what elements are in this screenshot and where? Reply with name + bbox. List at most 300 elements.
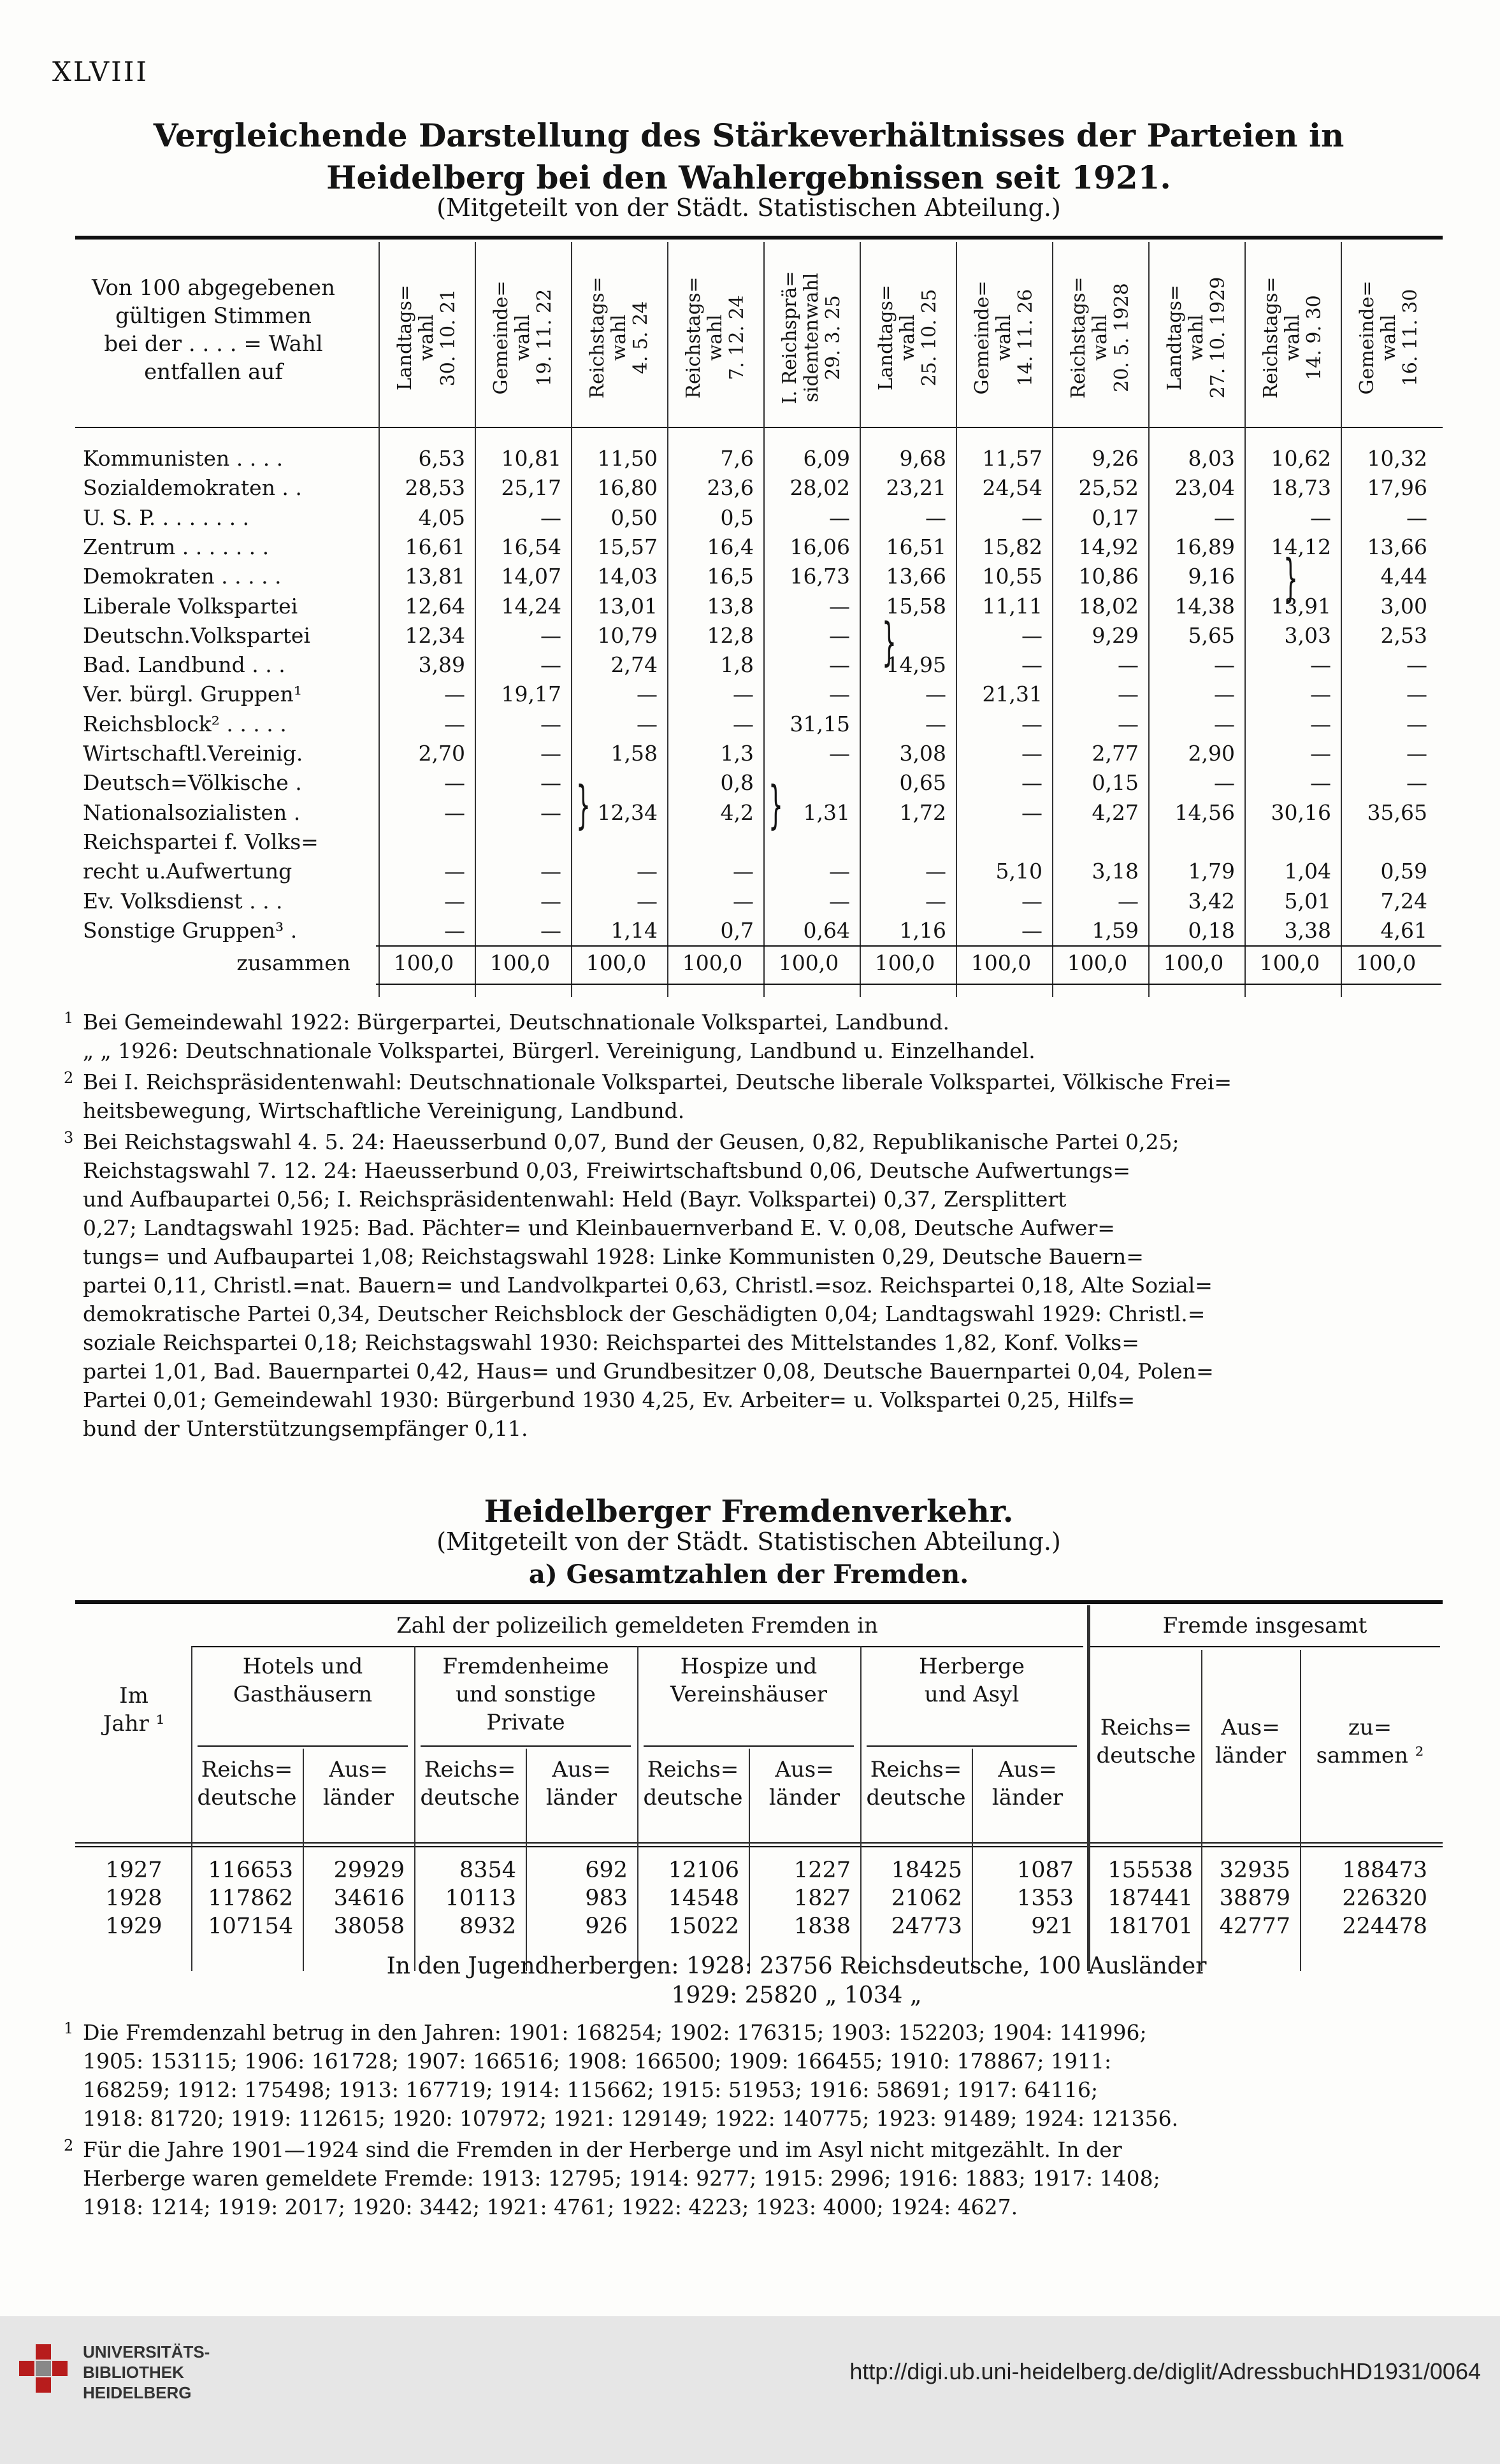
total-cell: 100,0 xyxy=(778,950,839,975)
footnote-line: 1905: 153115; 1906: 161728; 1907: 166516; 1908: 166500; 1909: 166455; 1910: 178867; 1911: xyxy=(83,2049,1112,2074)
footnote-line: und Aufbaupartei 0,56; I. Reichspräsidentenwahl: Held (Bayr. Volkspartei) 0,37, Zersplittert xyxy=(83,1187,1067,1212)
table-cell: — xyxy=(637,859,658,884)
table-cell: 16,54 xyxy=(501,534,561,559)
subheader-line: deutsche xyxy=(1096,1743,1196,1768)
group-label-line: Gasthäusern xyxy=(233,1682,373,1707)
table-cell: 28,02 xyxy=(790,475,850,500)
table-cell: 1838 xyxy=(793,1914,851,1939)
table-cell: 1,58 xyxy=(610,741,658,766)
column-divider xyxy=(1052,242,1053,997)
table-cell: 13,8 xyxy=(707,594,754,619)
table-cell: 11,50 xyxy=(597,446,658,471)
column-header-label: I. Reichsprä= sidentenwahl 29. 3. 25 xyxy=(779,271,844,405)
table-cell: 10,81 xyxy=(501,446,561,471)
table-cell: 4,05 xyxy=(418,505,465,530)
table-cell: 4,61 xyxy=(1380,918,1427,943)
group-label xyxy=(414,1652,637,1737)
table-cell: 0,18 xyxy=(1188,918,1235,943)
table-cell: — xyxy=(925,859,946,884)
column-header-label: Landtags= wahl 27. 10. 1929 xyxy=(1164,276,1229,399)
table-cell: 0,65 xyxy=(899,770,946,795)
table-cell: 9,68 xyxy=(899,446,946,471)
table-cell: 224478 xyxy=(1342,1914,1427,1939)
table-cell: 1353 xyxy=(1016,1886,1074,1911)
table-cell: — xyxy=(733,859,754,884)
column-header xyxy=(1056,248,1145,427)
table-cell: 926 xyxy=(585,1914,628,1939)
column-divider xyxy=(1341,242,1342,997)
table-cell: — xyxy=(1021,505,1042,530)
table-cell: 11,57 xyxy=(982,446,1042,471)
party-label: Liberale Volkspartei xyxy=(83,594,298,619)
table-cell: — xyxy=(829,594,850,619)
table-cell: 10,55 xyxy=(982,564,1042,589)
table-cell: — xyxy=(444,918,465,943)
table-cell: 38058 xyxy=(333,1914,405,1939)
table-cell: 14,92 xyxy=(1078,534,1139,559)
table-cell: 2,53 xyxy=(1380,623,1427,648)
table-cell: 28,53 xyxy=(405,475,465,500)
year-cell: 1928 xyxy=(105,1886,162,1911)
table-cell: — xyxy=(1021,770,1042,795)
table-cell: — xyxy=(733,712,754,736)
brace-mark: } xyxy=(768,775,783,834)
table-cell: 1,04 xyxy=(1284,859,1331,884)
party-label: Sonstige Gruppen³ . xyxy=(83,918,298,943)
table-cell: 16,80 xyxy=(597,475,658,500)
table-cell: 1,31 xyxy=(803,800,850,825)
subheader-line: Aus= xyxy=(998,1757,1057,1782)
total-rule xyxy=(376,945,1441,947)
table-cell: 107154 xyxy=(208,1914,293,1939)
table-cell: 18,02 xyxy=(1078,594,1139,619)
table-cell: 10,32 xyxy=(1367,446,1427,471)
column-header-label: Gemeinde= wahl 16. 11. 30 xyxy=(1356,280,1422,395)
table-cell: — xyxy=(1310,770,1331,795)
table-cell: — xyxy=(1021,889,1042,913)
table-cell: — xyxy=(540,800,561,825)
subheader-line: deutsche xyxy=(866,1785,966,1810)
party-label: Nationalsozialisten . xyxy=(83,800,301,825)
table-cell: 23,04 xyxy=(1174,475,1235,500)
table-cell: 14,38 xyxy=(1174,594,1235,619)
group-label-line: Hospize und xyxy=(680,1654,818,1679)
table-cell: — xyxy=(540,859,561,884)
table-cell: 117862 xyxy=(208,1886,293,1911)
table-cell: 14,24 xyxy=(501,594,561,619)
table-cell: 24773 xyxy=(891,1914,962,1939)
column-divider xyxy=(379,242,380,997)
table-cell: 0,50 xyxy=(610,505,658,530)
column-header xyxy=(960,248,1049,427)
table-cell: 14,03 xyxy=(597,564,658,589)
table-cell: 14,07 xyxy=(501,564,561,589)
total-subheader xyxy=(1201,1714,1300,1770)
table-cell: 8,03 xyxy=(1188,446,1235,471)
table-cell: 0,8 xyxy=(720,770,754,795)
table-cell: — xyxy=(1214,652,1235,677)
row-header xyxy=(76,274,350,386)
footnote-mark: 2 xyxy=(64,1069,74,1087)
library-name-line: BIBLIOTHEK xyxy=(83,2363,184,2382)
subheader-line: deutsche xyxy=(197,1785,297,1810)
subheader-line: sammen ² xyxy=(1316,1743,1424,1768)
column-divider xyxy=(956,242,957,997)
table-cell: — xyxy=(829,682,850,706)
table-cell: 9,16 xyxy=(1188,564,1235,589)
total-subheader xyxy=(1091,1714,1201,1770)
footnote-line: 168259; 1912: 175498; 1913: 167719; 1914: 115662; 1915: 51953; 1916: 58691; 1917: 64116; xyxy=(83,2077,1099,2102)
party-label: Demokraten . . . . . xyxy=(83,564,282,589)
table-cell: — xyxy=(1310,505,1331,530)
subheader-line: Aus= xyxy=(552,1757,611,1782)
table-cell: — xyxy=(1406,652,1427,677)
column-divider xyxy=(475,242,476,997)
table-cell: 12,34 xyxy=(405,623,465,648)
table-cell: 6,09 xyxy=(803,446,850,471)
party-label: Zentrum . . . . . . . xyxy=(83,534,270,559)
footnote-line: Die Fremdenzahl betrug in den Jahren: 1901: 168254; 1902: 176315; 1903: 152203; 1904: 141996; xyxy=(83,2020,1147,2045)
footnote-line: soziale Reichspartei 0,18; Reichstagswahl 1930: Reichspartei des Mittelstandes 1,82, Konf. Volks= xyxy=(83,1330,1139,1355)
divider xyxy=(198,1745,408,1747)
table-cell: — xyxy=(1021,623,1042,648)
table-cell: 13,01 xyxy=(597,594,658,619)
party-label: Kommunisten . . . . xyxy=(83,446,284,471)
table-cell: — xyxy=(444,770,465,795)
column-header xyxy=(767,248,856,427)
footnote-line: demokratische Partei 0,34, Deutscher Reichsblock der Geschädigten 0,04; Landtagswahl 1929: Christl.= xyxy=(83,1301,1206,1326)
column-header xyxy=(479,248,568,427)
table-cell: — xyxy=(829,505,850,530)
source-url[interactable]: http://digi.ub.uni-heidelberg.de/diglit/AdressbuchHD1931/0064 xyxy=(849,2358,1481,2384)
table-cell: — xyxy=(540,889,561,913)
table-cell: 2,90 xyxy=(1188,741,1235,766)
table-cell: 187441 xyxy=(1107,1886,1193,1911)
subheader-reich xyxy=(414,1756,526,1812)
table-cell: — xyxy=(444,682,465,706)
table-cell: — xyxy=(637,682,658,706)
table-cell: 31,15 xyxy=(790,712,850,736)
column-header xyxy=(1248,248,1338,427)
table-cell: 4,2 xyxy=(720,800,754,825)
table-cell: 983 xyxy=(585,1886,628,1911)
table-cell: 155538 xyxy=(1107,1858,1193,1883)
table-cell: 16,73 xyxy=(790,564,850,589)
divider xyxy=(421,1745,631,1747)
table-cell: 0,15 xyxy=(1092,770,1139,795)
group-label-line: und Asyl xyxy=(924,1682,1020,1707)
table-cell: 32935 xyxy=(1219,1858,1290,1883)
table-cell: 11,11 xyxy=(982,594,1042,619)
footnote xyxy=(64,1068,1446,1125)
table-cell: 3,08 xyxy=(899,741,946,766)
section1-title-line1: Vergleichende Darstellung des Stärkeverhältnisses der Parteien in xyxy=(153,117,1345,154)
table-cell: — xyxy=(1406,741,1427,766)
table-cell: — xyxy=(540,770,561,795)
table-cell: 14,56 xyxy=(1174,800,1235,825)
table-cell: — xyxy=(1214,682,1235,706)
table-cell: 0,64 xyxy=(803,918,850,943)
table-cell: 16,06 xyxy=(790,534,850,559)
subheader-reich xyxy=(191,1756,303,1812)
column-header-label: Gemeinde= wahl 19. 11. 22 xyxy=(490,280,556,395)
footnote-line: „ „ 1926: Deutschnationale Volkspartei, Bürgerl. Vereinigung, Landbund u. Einzelhandel. xyxy=(83,1038,1035,1063)
table-cell: 12106 xyxy=(668,1858,739,1883)
table-cell: 116653 xyxy=(208,1858,293,1883)
table-cell: — xyxy=(1214,712,1235,736)
table-cell: — xyxy=(829,889,850,913)
total-cell: 100,0 xyxy=(1259,950,1320,975)
table-cell: 3,03 xyxy=(1284,623,1331,648)
column-header-label: Reichstags= wahl 4. 5. 24 xyxy=(586,276,652,399)
year-header-line: Im xyxy=(119,1683,148,1708)
table-header-rule xyxy=(75,427,1443,428)
page-number: XLVIII xyxy=(52,56,148,87)
table-cell: 10,86 xyxy=(1078,564,1139,589)
subheader-line: Aus= xyxy=(775,1757,834,1782)
table-cell: — xyxy=(1214,770,1235,795)
subheader-line: Reichs= xyxy=(424,1757,516,1782)
table-cell: 3,89 xyxy=(418,652,465,677)
table-cell: 1,59 xyxy=(1092,918,1139,943)
subheader-aus xyxy=(303,1756,414,1812)
table-cell: — xyxy=(540,741,561,766)
subheader-line: Reichs= xyxy=(870,1757,962,1782)
group-label xyxy=(191,1652,414,1708)
column-header xyxy=(671,248,760,427)
row-header-line: bei der . . . . = Wahl xyxy=(104,331,323,357)
total-cell: 100,0 xyxy=(393,950,454,975)
footnote-line: tungs= und Aufbaupartei 1,08; Reichstagswahl 1928: Linke Kommunisten 0,29, Deutsche Bauern= xyxy=(83,1244,1144,1269)
party-label: Reichspartei f. Volks= xyxy=(83,829,319,854)
section1-title-line2: Heidelberg bei den Wahlergebnissen seit 1921. xyxy=(326,159,1171,196)
table-cell: 42777 xyxy=(1219,1914,1290,1939)
table-cell: 10113 xyxy=(445,1886,516,1911)
total-cell: 100,0 xyxy=(489,950,551,975)
subheader-reich xyxy=(637,1756,749,1812)
subheader-line: zu= xyxy=(1348,1715,1392,1740)
table-cell: 13,81 xyxy=(405,564,465,589)
footer-bar xyxy=(0,2316,1500,2464)
row-header-line: Von 100 abgegebenen xyxy=(92,275,335,301)
footnote xyxy=(64,2135,1446,2221)
column-header-label: Reichstags= wahl 20. 5. 1928 xyxy=(1067,276,1133,399)
column-divider xyxy=(1148,242,1150,997)
table-cell: 10,79 xyxy=(597,623,658,648)
group-header: Zahl der polizeilich gemeldeten Fremden in xyxy=(396,1613,878,1638)
table-cell: — xyxy=(1406,682,1427,706)
table-cell: 15,57 xyxy=(597,534,658,559)
table-cell: 13,66 xyxy=(886,564,946,589)
library-name xyxy=(83,2342,210,2403)
footnote xyxy=(64,2018,1446,2133)
table-cell: 7,24 xyxy=(1380,889,1427,913)
footnote-line: partei 1,01, Bad. Bauernpartei 0,42, Haus= und Grundbesitzer 0,08, Deutsche Bauernpartei 0,04, Polen= xyxy=(83,1359,1214,1384)
table-cell: 16,5 xyxy=(707,564,754,589)
section1-subtitle: (Mitgeteilt von der Städt. Statistischen Abteilung.) xyxy=(436,194,1061,222)
table-cell: 1,72 xyxy=(899,800,946,825)
total-cell: 100,0 xyxy=(970,950,1032,975)
subheader-aus xyxy=(972,1756,1083,1812)
column-header-label: Gemeinde= wahl 14. 11. 26 xyxy=(971,280,1037,395)
footnote-mark: 1 xyxy=(64,2019,74,2037)
table-cell: 3,00 xyxy=(1380,594,1427,619)
table-cell: — xyxy=(925,889,946,913)
table-cell: 16,51 xyxy=(886,534,946,559)
table-cell: — xyxy=(1021,652,1042,677)
total-subheader xyxy=(1300,1714,1440,1770)
table-cell: 16,61 xyxy=(405,534,465,559)
subheader-line: deutsche xyxy=(643,1785,743,1810)
group-label-line: Private xyxy=(486,1710,565,1735)
library-name-line: HEIDELBERG xyxy=(83,2383,192,2402)
table-cell: 18,73 xyxy=(1271,475,1331,500)
table-cell: — xyxy=(829,859,850,884)
party-label: Wirtschaftl.Vereinig. xyxy=(83,741,303,766)
brace-mark: } xyxy=(1283,548,1298,608)
footnote xyxy=(64,1128,1446,1443)
table-cell: — xyxy=(925,682,946,706)
table-cell: 25,17 xyxy=(501,475,561,500)
row-header-line: gültigen Stimmen xyxy=(115,303,312,329)
column-divider xyxy=(763,242,765,997)
total-group-header: Fremde insgesamt xyxy=(1162,1613,1367,1638)
table-cell: — xyxy=(1310,741,1331,766)
table-cell: 692 xyxy=(585,1858,628,1883)
table-cell: 4,27 xyxy=(1092,800,1139,825)
table-cell: 14,95 xyxy=(886,652,946,677)
table-cell: 9,26 xyxy=(1092,446,1139,471)
table-cell: 226320 xyxy=(1342,1886,1427,1911)
table-cell: — xyxy=(1021,712,1042,736)
table-cell: 4,44 xyxy=(1380,564,1427,589)
footnote-mark: 3 xyxy=(64,1129,74,1147)
footnote-line: heitsbewegung, Wirtschaftliche Vereinigung, Landbund. xyxy=(83,1098,685,1123)
table-cell: 1,16 xyxy=(899,918,946,943)
table-cell: — xyxy=(1021,918,1042,943)
table-cell: 9,29 xyxy=(1092,623,1139,648)
table-top-rule xyxy=(75,236,1443,240)
subheader-line: Reichs= xyxy=(1100,1715,1192,1740)
subheader-line: länder xyxy=(545,1785,617,1810)
footnote-line: Reichstagswahl 7. 12. 24: Haeusserbund 0,03, Freiwirtschaftsbund 0,06, Deutsche Aufwertungs= xyxy=(83,1158,1131,1183)
table-header-rule xyxy=(75,1842,1443,1844)
table-cell: 1227 xyxy=(793,1858,851,1883)
total-cell: 100,0 xyxy=(874,950,935,975)
footnote-line: 1918: 1214; 1919: 2017; 1920: 3442; 1921: 4761; 1922: 4223; 1923: 4000; 1924: 4627. xyxy=(83,2195,1018,2219)
row-header-line: entfallen auf xyxy=(144,359,283,385)
column-header xyxy=(575,248,664,427)
table-cell: 2,70 xyxy=(418,741,465,766)
divider xyxy=(644,1745,854,1747)
footnote-line: Bei Reichstagswahl 4. 5. 24: Haeusserbund 0,07, Bund der Geusen, 0,82, Republikanische Partei 0,25; xyxy=(83,1129,1179,1154)
table-cell: 921 xyxy=(1031,1914,1074,1939)
party-label: Deutsch=Völkische . xyxy=(83,770,302,795)
table-cell: 0,17 xyxy=(1092,505,1139,530)
group-label xyxy=(860,1652,1083,1708)
subheader-line: länder xyxy=(768,1785,840,1810)
subheader-line: deutsche xyxy=(420,1785,520,1810)
table-cell: 12,8 xyxy=(707,623,754,648)
footnote xyxy=(64,1008,1446,1065)
table-cell: — xyxy=(1214,505,1235,530)
footnote-line: Partei 0,01; Gemeindewahl 1930: Bürgerbund 1930 4,25, Ev. Arbeiter= u. Volkspartei 0,25, Hilfs= xyxy=(83,1387,1136,1412)
footnote-mark: 2 xyxy=(64,2137,74,2154)
table-cell: 35,65 xyxy=(1367,800,1427,825)
table-cell: 6,53 xyxy=(418,446,465,471)
total-label: zusammen xyxy=(236,950,350,975)
subheader-aus xyxy=(526,1756,637,1812)
column-header xyxy=(382,248,472,427)
table-cell: 188473 xyxy=(1342,1858,1427,1883)
table-cell: 38879 xyxy=(1219,1886,1290,1911)
table-cell: 0,59 xyxy=(1380,859,1427,884)
table-cell: 24,54 xyxy=(982,475,1042,500)
subheader-line: Reichs= xyxy=(647,1757,739,1782)
table-cell: — xyxy=(1310,652,1331,677)
party-label: recht u.Aufwertung xyxy=(83,859,292,884)
table-cell: 12,34 xyxy=(597,800,658,825)
divider xyxy=(1090,1646,1440,1647)
youth-hostel-line2: 1929: 25820 „ 1034 „ xyxy=(671,1982,922,2009)
table-cell: 3,18 xyxy=(1092,859,1139,884)
column-divider xyxy=(1087,1605,1090,1971)
table-cell: — xyxy=(733,889,754,913)
table-cell: 19,17 xyxy=(501,682,561,706)
total-cell: 100,0 xyxy=(586,950,647,975)
year-header-line: Jahr ¹ xyxy=(103,1711,165,1737)
party-label: Ver. bürgl. Gruppen¹ xyxy=(83,682,302,706)
footnote-line: Herberge waren gemeldete Fremde: 1913: 12795; 1914: 9277; 1915: 2996; 1916: 1883; 1917: 1408; xyxy=(83,2166,1160,2191)
table-cell: 15022 xyxy=(668,1914,739,1939)
group-label-line: Vereinshäuser xyxy=(670,1682,828,1707)
party-label: Ev. Volksdienst . . . xyxy=(83,889,283,913)
total-cell: 100,0 xyxy=(1067,950,1128,975)
table-cell: — xyxy=(1406,770,1427,795)
table-cell: — xyxy=(444,859,465,884)
column-header-label: Reichstags= wahl 14. 9. 30 xyxy=(1260,276,1325,399)
table-cell: 3,38 xyxy=(1284,918,1331,943)
year-cell: 1929 xyxy=(105,1914,162,1939)
table-cell: 29929 xyxy=(333,1858,405,1883)
group-label xyxy=(637,1652,860,1708)
table-cell: — xyxy=(540,918,561,943)
table-cell: — xyxy=(1118,889,1139,913)
table-cell: 181701 xyxy=(1107,1914,1193,1939)
table-top-rule xyxy=(75,1600,1443,1604)
table-cell: — xyxy=(1310,712,1331,736)
table-cell: 34616 xyxy=(333,1886,405,1911)
subheader-aus xyxy=(749,1756,860,1812)
footnote-line: bund der Unterstützungsempfänger 0,11. xyxy=(83,1416,528,1441)
table-cell: — xyxy=(829,623,850,648)
table-cell: — xyxy=(1021,741,1042,766)
table-cell: — xyxy=(1118,682,1139,706)
table-cell: 13,91 xyxy=(1271,594,1331,619)
table-cell: 21,31 xyxy=(982,682,1042,706)
subheader-line: länder xyxy=(992,1785,1064,1810)
footnote-mark: 1 xyxy=(64,1009,74,1027)
footnote-line: Für die Jahre 1901—1924 sind die Fremden in der Herberge und im Asyl nicht mitgezählt. In der xyxy=(83,2137,1122,2162)
column-divider xyxy=(1244,242,1246,997)
table-cell: 1,79 xyxy=(1188,859,1235,884)
table-cell: — xyxy=(1118,712,1139,736)
column-header xyxy=(1345,248,1434,427)
table-cell: 1,3 xyxy=(720,741,754,766)
party-label: Reichsblock² . . . . . xyxy=(83,712,287,736)
section2-title: Heidelberger Fremdenverkehr. xyxy=(484,1494,1014,1529)
table-cell: 17,96 xyxy=(1367,475,1427,500)
